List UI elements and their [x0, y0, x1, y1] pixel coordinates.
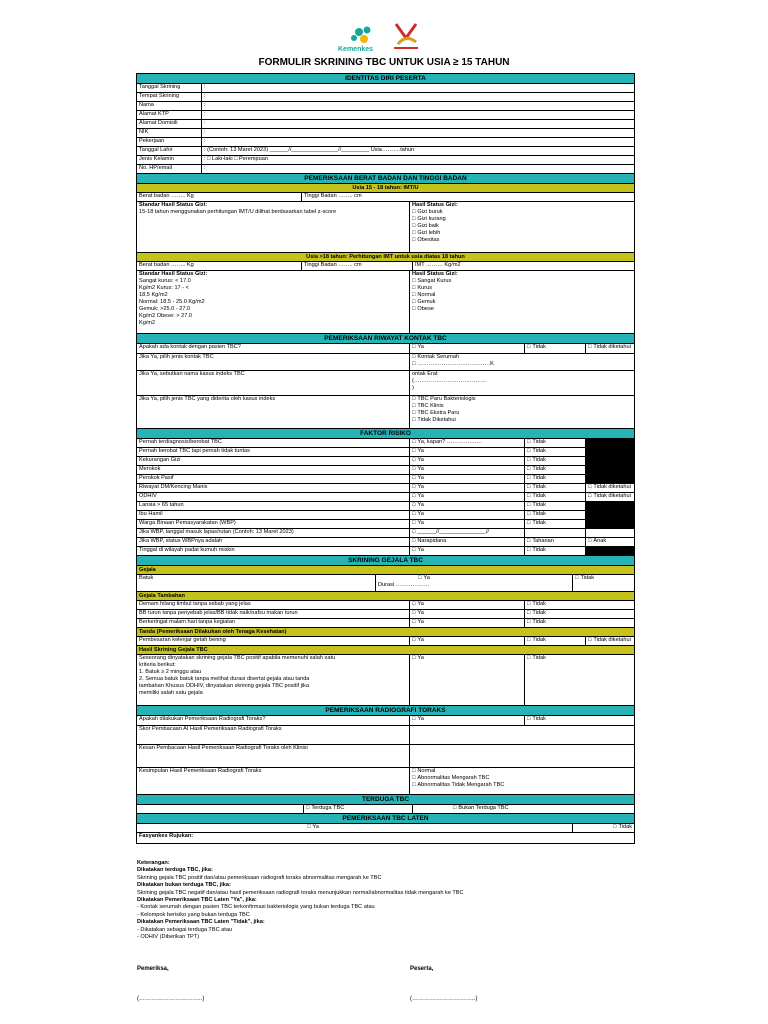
risiko-row [137, 448, 634, 457]
jenis-tbc-option[interactable]: □ Tidak Diketahui [412, 417, 632, 424]
kontak-q2-row [137, 354, 634, 371]
standar-gizi-2-list [139, 278, 407, 327]
gizi-option[interactable]: □ Sangat Kurus [412, 278, 632, 285]
risiko-row [137, 439, 634, 448]
tanda-ya[interactable]: □ Ya [410, 637, 525, 645]
keterangan-line: Dikatakan Pemeriksaan TBC Laten "Ya", jika: [137, 897, 257, 904]
blocked-cell [586, 475, 634, 483]
identitas-row [137, 120, 634, 129]
identitas-row [137, 111, 634, 120]
risiko-option-a[interactable]: □ Narapidana [410, 538, 525, 546]
gizi-option[interactable]: □ Obese [412, 306, 632, 313]
identitas-label: NIK [137, 129, 202, 137]
blocked-cell [586, 466, 634, 474]
kontak-q1-tidak-diketahui[interactable]: □ Tidak diketahui [586, 344, 634, 353]
screening-form [136, 73, 635, 844]
identitas-value-field[interactable]: : [204, 165, 206, 171]
berat-badan-field-2[interactable]: Berat badan …….. Kg [137, 262, 302, 270]
section-laten-heading: PEMERIKSAAN TBC LATEN [137, 814, 634, 824]
tambahan-rows [137, 601, 634, 628]
risiko-question: Kekurangan Gizi [137, 457, 410, 465]
hasil-skrining-ya[interactable]: □ Ya [410, 655, 525, 705]
standar-gizi-2 [137, 271, 410, 333]
risiko-option-c[interactable] [586, 529, 634, 537]
risiko-question: Tinggal di wilayah padat kumuh miskin [137, 547, 410, 555]
standar-gizi-line: 18.5 Kg/m2 [139, 292, 168, 298]
gejala-tambahan-tidak[interactable]: □ Tidak [525, 601, 634, 609]
radiografi-q1: Apakah dilakukan Pemeriksaan Radiografi Toraks? [137, 716, 410, 725]
kontak-q2: Jika Ya, pilih jenis kontak TBC [137, 354, 410, 370]
identitas-row [137, 102, 634, 111]
bbtb-status-2 [137, 271, 634, 334]
keterangan-notes [137, 860, 637, 941]
gejala-tambahan-ya[interactable]: □ Ya [410, 610, 525, 618]
gejala-tambahan-label: BB turun tanpa penyebab jelas/BB tidak naik/nafsu makan turun [137, 610, 410, 618]
risiko-option-a[interactable]: □ Ya [410, 511, 525, 519]
identitas-rows [137, 84, 634, 174]
risiko-rows [137, 439, 634, 556]
jenis-tbc-option[interactable]: □ TBC Klinis [412, 403, 632, 410]
risiko-question: Ibu Hamil [137, 511, 410, 519]
rujukan-label: Fasyankes Rujukan: [139, 833, 194, 839]
hasil-skrining-row [137, 655, 634, 706]
keterangan-line: Keterangan: [137, 860, 170, 866]
risiko-option-b[interactable]: □ Tidak [525, 439, 586, 447]
gejala-tambahan-label: Berkeringat malam hari tanpa kegiatan [137, 619, 410, 627]
pemeriksa-label: Pemeriksa, [137, 966, 169, 972]
bbtb-row1 [137, 193, 634, 202]
risiko-option-b[interactable]: □ Tahanan [525, 538, 586, 546]
berat-badan-field-1[interactable]: Berat badan …….. Kg [137, 193, 302, 201]
bukan-terduga-option[interactable]: □ Bukan Terduga TBC [413, 805, 634, 813]
identitas-row [137, 165, 634, 174]
gizi-option[interactable]: □ Gemuk [412, 299, 632, 306]
risiko-option-b[interactable]: □ Tidak [525, 484, 586, 492]
bbtb-row2 [137, 262, 634, 271]
kontak-erat-field[interactable]: (………………………………… [412, 378, 487, 384]
standar-gizi-1-title: Standar Hasil Status Gizi: [139, 202, 208, 208]
hasil-skrining-criteria [137, 655, 410, 705]
risiko-row [137, 529, 634, 538]
hasil-gizi-2-options [412, 278, 632, 313]
standar-gizi-line: Kg/m2 [139, 320, 156, 326]
campaign-logo-icon [388, 20, 424, 54]
peserta-label: Peserta, [410, 966, 434, 972]
gizi-option[interactable]: □ Gizi kurang [412, 216, 632, 223]
standar-gizi-line: Normal: 18.5 - 25.0 Kg/m2 [139, 299, 205, 305]
keterangan-line: - ODHIV (Diberikan TPT) [137, 934, 200, 941]
kontak-erat-close: ) [412, 385, 414, 391]
risiko-option-a[interactable]: □ ______//_______________// [410, 529, 525, 537]
identitas-value-field[interactable]: : (Contoh: 13 Maret 2023) ______//_______________//_________ Usia……….tahun [204, 147, 415, 153]
batuk-ya-cell [376, 575, 573, 591]
risiko-row [137, 493, 634, 502]
standar-gizi-line: Kg/m2 Kurus: 17 - < [139, 285, 189, 291]
risiko-row [137, 538, 634, 547]
radiografi-q1-tidak[interactable]: □ Tidak [525, 716, 634, 725]
batuk-ya[interactable]: □ Ya [378, 575, 570, 582]
kemenkes-logo-text: Kemenkes [338, 46, 374, 53]
risiko-option-a[interactable]: □ Ya [410, 484, 525, 492]
terduga-row [137, 805, 634, 814]
sub-usia-15-18: Usia 15 - 18 tahun: IMT/U [137, 184, 634, 193]
jenis-tbc-option[interactable]: □ TBC Paru Bakteriologis [412, 396, 632, 403]
gizi-option[interactable]: □ Normal [412, 292, 632, 299]
risiko-question: Warga Binaan Pemasyarakatan (WBP) [137, 520, 410, 528]
risiko-option-a[interactable]: □ Ya [410, 547, 525, 555]
identitas-value-field[interactable]: : □ Laki-laki □ Perempuan [204, 156, 268, 162]
identitas-value-field[interactable]: : [204, 120, 206, 126]
kontak-q4-opts [410, 396, 634, 428]
batuk-label: Batuk [137, 575, 376, 591]
tinggi-badan-field-1[interactable]: Tinggi Badan …….. cm [304, 193, 362, 199]
risiko-question: Pernah terdiagnosis/berobat TBC [137, 439, 410, 447]
hasil-criteria-line: Seseorang dinyatakan skrining gejala TBC positif apabila memenuhi salah satu [139, 655, 336, 661]
section-risiko-heading: FAKTOR RISIKO [137, 429, 634, 439]
radiografi-q3-row [137, 745, 634, 768]
identitas-row [137, 93, 634, 102]
identitas-value-field[interactable]: : [204, 129, 206, 135]
kontak-q3-row [137, 371, 634, 396]
radiografi-q4-row [137, 768, 634, 795]
risiko-row [137, 484, 634, 493]
risiko-question: Riwayat DM/Kencing Manis [137, 484, 410, 492]
risiko-row [137, 547, 634, 556]
kesimpulan-option[interactable]: □ Abnormalitas Tidak Mengarah TBC [412, 782, 632, 789]
risiko-row [137, 520, 634, 529]
kontak-serumah-option[interactable]: □ Kontak Serumah [412, 354, 632, 361]
risiko-option-b[interactable]: □ Tidak [525, 475, 586, 483]
blocked-cell [586, 502, 634, 510]
identitas-label: Alamat Domisili [137, 120, 202, 128]
risiko-question: Perokok Pasif [137, 475, 410, 483]
section-kontak-heading: PEMERIKSAAN RIWAYAT KONTAK TBC [137, 334, 634, 344]
radiografi-q3-field[interactable] [410, 745, 634, 767]
risiko-option-b[interactable]: □ Tidak [525, 547, 586, 555]
radiografi-q2: Skor Pembacaan AI Hasil Pemeriksaan Radiografi Toraks [137, 726, 410, 744]
sub-gejala: Gejala [137, 566, 634, 575]
kontak-q3-opts [410, 371, 634, 395]
radiografi-q1-ya[interactable]: □ Ya [410, 716, 525, 725]
keterangan-line: Dikatakan terduga TBC, jika: [137, 867, 213, 874]
keterangan-line: Skrining gejala TBC negatif dan/atau hasil pemeriksaan radiografi toraks menunjukkan normal/abnormalitas tidak mengarah ke TBC [137, 889, 464, 896]
risiko-option-a[interactable]: □ Ya [410, 448, 525, 456]
gizi-option[interactable]: □ Gizi buruk [412, 209, 632, 216]
tanda-row [137, 637, 634, 646]
laten-row [137, 824, 634, 833]
gejala-tambahan-tidak[interactable]: □ Tidak [525, 610, 634, 618]
risiko-option-a[interactable]: □ Ya [410, 520, 525, 528]
terduga-spacer [137, 805, 304, 813]
kontak-q1-tidak[interactable]: □ Tidak [525, 344, 586, 353]
section-radiografi-heading: PEMERIKSAAN RADIOGRAFI TORAKS [137, 706, 634, 716]
identitas-label: Tempat Skrining [137, 93, 202, 101]
standar-gizi-1-text: 15-18 tahun menggunakan perhitungan IMT/U dilihat berdasarkan tabel z-score [139, 209, 337, 215]
sub-hasil-skrining: Hasil Skrining Gejala TBC [137, 646, 634, 655]
pemeriksa-signature-line[interactable]: (…………………………..) [137, 996, 205, 1002]
identitas-label: Jenis Kelamin [137, 156, 202, 164]
peserta-signature-line[interactable]: (…………………………..) [410, 996, 478, 1002]
risiko-option-c[interactable]: □ Anak [586, 538, 634, 546]
identitas-value-field[interactable]: : [204, 84, 206, 90]
risiko-question: Jika WBP, tanggal masuk lapas/rutan (Contoh: 13 Maret 2023) [137, 529, 410, 537]
hasil-criteria-line: tambahan Khusus ODHIV, dinyatakan skrining gejala TBC positif jika [139, 683, 310, 689]
kontak-q1-row [137, 344, 634, 354]
risiko-question: Jika WBP, status WBPnya adalah [137, 538, 410, 546]
risiko-option-b[interactable]: □ Tidak [525, 502, 586, 510]
hasil-gizi-2 [410, 271, 634, 333]
hasil-skrining-tidak[interactable]: □ Tidak [525, 655, 634, 705]
kesimpulan-option[interactable]: □ Abnormalitas Mengarah TBC [412, 775, 632, 782]
standar-gizi-line: Kg/m2 Obese: > 27.0 [139, 313, 193, 319]
imt-field[interactable]: IMT ……… Kg/m2 [415, 262, 461, 268]
hasil-criteria-line: 1. Batuk ≥ 2 minggu atau [139, 669, 202, 675]
sub-gejala-tambahan: Gejala Tambahan [137, 592, 634, 601]
risiko-option-a[interactable]: □ Ya [410, 475, 525, 483]
identitas-label: No. HP/email [137, 165, 202, 173]
section-identitas-heading: IDENTITAS DIRI PESERTA [137, 74, 634, 84]
gejala-tambahan-ya[interactable]: □ Ya [410, 619, 525, 627]
kontak-q4: Jika Ya, pilih jenis TBC yang diderita oleh kasus indeks [137, 396, 410, 428]
tinggi-badan-field-2[interactable]: Tinggi Badan …….. cm [302, 262, 413, 270]
tanda-tidak[interactable]: □ Tidak [525, 637, 586, 645]
tanda-label: Pembesaran kelenjar getah bening [137, 637, 410, 645]
hasil-gizi-1 [410, 202, 634, 252]
terduga-option[interactable]: □ Terduga TBC [304, 805, 413, 813]
standar-gizi-line: Gemuk: >25.0 - 27.0 [139, 306, 191, 312]
rujukan-row [137, 833, 634, 843]
blocked-cell [586, 547, 634, 555]
blocked-cell [586, 511, 634, 519]
kontak-q1-ya[interactable]: □ Ya [410, 344, 525, 353]
gizi-option[interactable]: □ Obesitas [412, 237, 632, 244]
identitas-value-field[interactable]: : [204, 111, 206, 117]
laten-ya[interactable]: □ Ya [137, 824, 573, 832]
risiko-option-c[interactable]: □ Tidak diketahui [586, 493, 634, 501]
hasil-criteria-line: memiliki salah satu gejala [139, 690, 203, 696]
identitas-label: Alamat KTP [137, 111, 202, 119]
kontak-other-option[interactable]: □ …………………………………K [412, 361, 632, 368]
keterangan-line: - Dikatakan sebagai terduga TBC atau [137, 926, 233, 933]
risiko-option-b[interactable]: □ Tidak [525, 466, 586, 474]
radiografi-q4-opts [410, 768, 634, 794]
risiko-option-b[interactable]: □ Tidak [525, 448, 586, 456]
identitas-label: Pekerjaan [137, 138, 202, 146]
identitas-label: Nama [137, 102, 202, 110]
kontak-q3: Jika Ya, sebutkan nama kasus indeks TBC [137, 371, 410, 395]
batuk-tidak[interactable]: □ Tidak [573, 575, 634, 591]
risiko-row [137, 511, 634, 520]
risiko-option-b[interactable]: □ Tidak [525, 493, 586, 501]
risiko-option-c[interactable]: □ Tidak diketahui [586, 484, 634, 492]
risiko-option-b[interactable]: □ Tidak [525, 520, 586, 528]
risiko-question: Pernah berobat TBC tapi pernah tidak tuntas [137, 448, 410, 456]
hasil-gizi-1-title: Hasil Status Gizi: [412, 202, 458, 208]
identitas-row [137, 138, 634, 147]
risiko-option-a[interactable]: □ Ya, kapan? ………………. [410, 439, 525, 447]
blocked-cell [586, 448, 634, 456]
kontak-q2-opts [410, 354, 634, 370]
identitas-value-field[interactable]: : [204, 93, 206, 99]
kesimpulan-option[interactable]: □ Normal [412, 768, 632, 775]
risiko-option-a[interactable]: □ Ya [410, 466, 525, 474]
standar-gizi-line: Sangat kurus: < 17.0 [139, 278, 191, 284]
radiografi-q2-row [137, 726, 634, 745]
identitas-row [137, 156, 634, 165]
risiko-option-a[interactable]: □ Ya [410, 493, 525, 501]
blocked-cell [586, 439, 634, 447]
section-gejala-heading: SKRINING GEJALA TBC [137, 556, 634, 566]
standar-gizi-1 [137, 202, 410, 252]
identitas-row [137, 84, 634, 93]
risiko-option-b[interactable]: □ Tidak [525, 511, 586, 519]
risiko-question: Merokok [137, 466, 410, 474]
kontak-q4-row [137, 396, 634, 429]
hasil-criteria-line: 2. Semua batuk batuk tanpa melihat durasi disertai gejala atau tanda [139, 676, 310, 682]
gejala-tambahan-row [137, 619, 634, 628]
risiko-row [137, 466, 634, 475]
bbtb-status-1 [137, 202, 634, 253]
risiko-option-b[interactable]: □ Tidak [525, 457, 586, 465]
gizi-option[interactable]: □ Kurus [412, 285, 632, 292]
risiko-row [137, 457, 634, 466]
identitas-label: Tanggal Skrining [137, 84, 202, 92]
section-terduga-heading: TERDUGA TBC [137, 795, 634, 805]
laten-tidak[interactable]: □ Tidak [573, 824, 634, 832]
kontak-erat-label: ontak Erat [412, 371, 438, 377]
page-title: FORMULIR SKRINING TBC UNTUK USIA ≥ 15 TAHUN [258, 57, 510, 68]
hasil-criteria-line: kriteria berikut: [139, 662, 176, 668]
jenis-tbc-option[interactable]: □ TBC Ekstra Paru [412, 410, 632, 417]
radiografi-q4: Kesimpulan Hasil Pemeriksaan Radiografi Toraks [137, 768, 410, 794]
risiko-row [137, 475, 634, 484]
keterangan-line: - Kontak serumah dengan pasien TBC terkonfirmasi bakteriologis yang bukan terduga TBC atau [137, 904, 375, 911]
gejala-tambahan-row [137, 601, 634, 610]
standar-gizi-2-title: Standar Hasil Status Gizi: [139, 271, 208, 277]
section-bbtb-heading: PEMERIKSAAN BERAT BADAN DAN TINGGI BADAN [137, 174, 634, 184]
radiografi-q2-field[interactable] [410, 726, 634, 744]
keterangan-line: - Kelompok berisiko yang bukan terduga TBC [137, 911, 250, 918]
tanda-tidak-diketahui[interactable]: □ Tidak diketahui [586, 637, 634, 645]
gejala-tambahan-tidak[interactable]: □ Tidak [525, 619, 634, 627]
risiko-question: Lansia > 65 tahun [137, 502, 410, 510]
gizi-option[interactable]: □ Gizi baik [412, 223, 632, 230]
keterangan-line: Dikatakan Pemeriksaan TBC Laten "Tidak", jika: [137, 919, 265, 926]
kontak-q1: Apakah ada kontak dengan pasien TBC? [137, 344, 410, 353]
risiko-question: ODHIV [137, 493, 410, 501]
risiko-row [137, 502, 634, 511]
identitas-row [137, 129, 634, 138]
keterangan-line: Skrining gejala TBC positif dan/atau pemeriksaan radiografi toraks abnormalitas mengarah ke TBC [137, 874, 382, 881]
gizi-option[interactable]: □ Gizi lebih [412, 230, 632, 237]
batuk-durasi[interactable]: Durasi ……………… [378, 582, 430, 588]
hasil-gizi-1-options [412, 209, 632, 244]
identitas-row [137, 147, 634, 156]
risiko-option-a[interactable]: □ Ya [410, 457, 525, 465]
hasil-gizi-2-title: Hasil Status Gizi: [412, 271, 458, 277]
gejala-tambahan-row [137, 610, 634, 619]
gejala-tambahan-label: Demam hilang timbul tanpa sebab yang jelas [137, 601, 410, 609]
identitas-label: Tanggal Lahir [137, 147, 202, 155]
batuk-row [137, 575, 634, 592]
keterangan-line: Dikatakan bukan terduga TBC, jika: [137, 882, 231, 889]
blocked-cell [586, 457, 634, 465]
sub-tanda: Tanda (Pemeriksaan Dilakukan oleh Tenaga Kesehatan) [137, 628, 634, 637]
gejala-tambahan-ya[interactable]: □ Ya [410, 601, 525, 609]
blocked-cell [586, 520, 634, 528]
risiko-option-a[interactable]: □ Ya [410, 502, 525, 510]
sub-usia-18-plus: Usia >18 tahun: Perhitungan IMT untuk usia diatas 18 tahun [137, 253, 634, 262]
identitas-value-field[interactable]: : [204, 102, 206, 108]
risiko-option-b[interactable] [525, 529, 586, 537]
radiografi-q1-row [137, 716, 634, 726]
radiografi-q3: Kesan Pembacaan Hasil Pemeriksaan Radiografi Toraks oleh Klinisi [137, 745, 410, 767]
identitas-value-field[interactable]: : [204, 138, 206, 144]
